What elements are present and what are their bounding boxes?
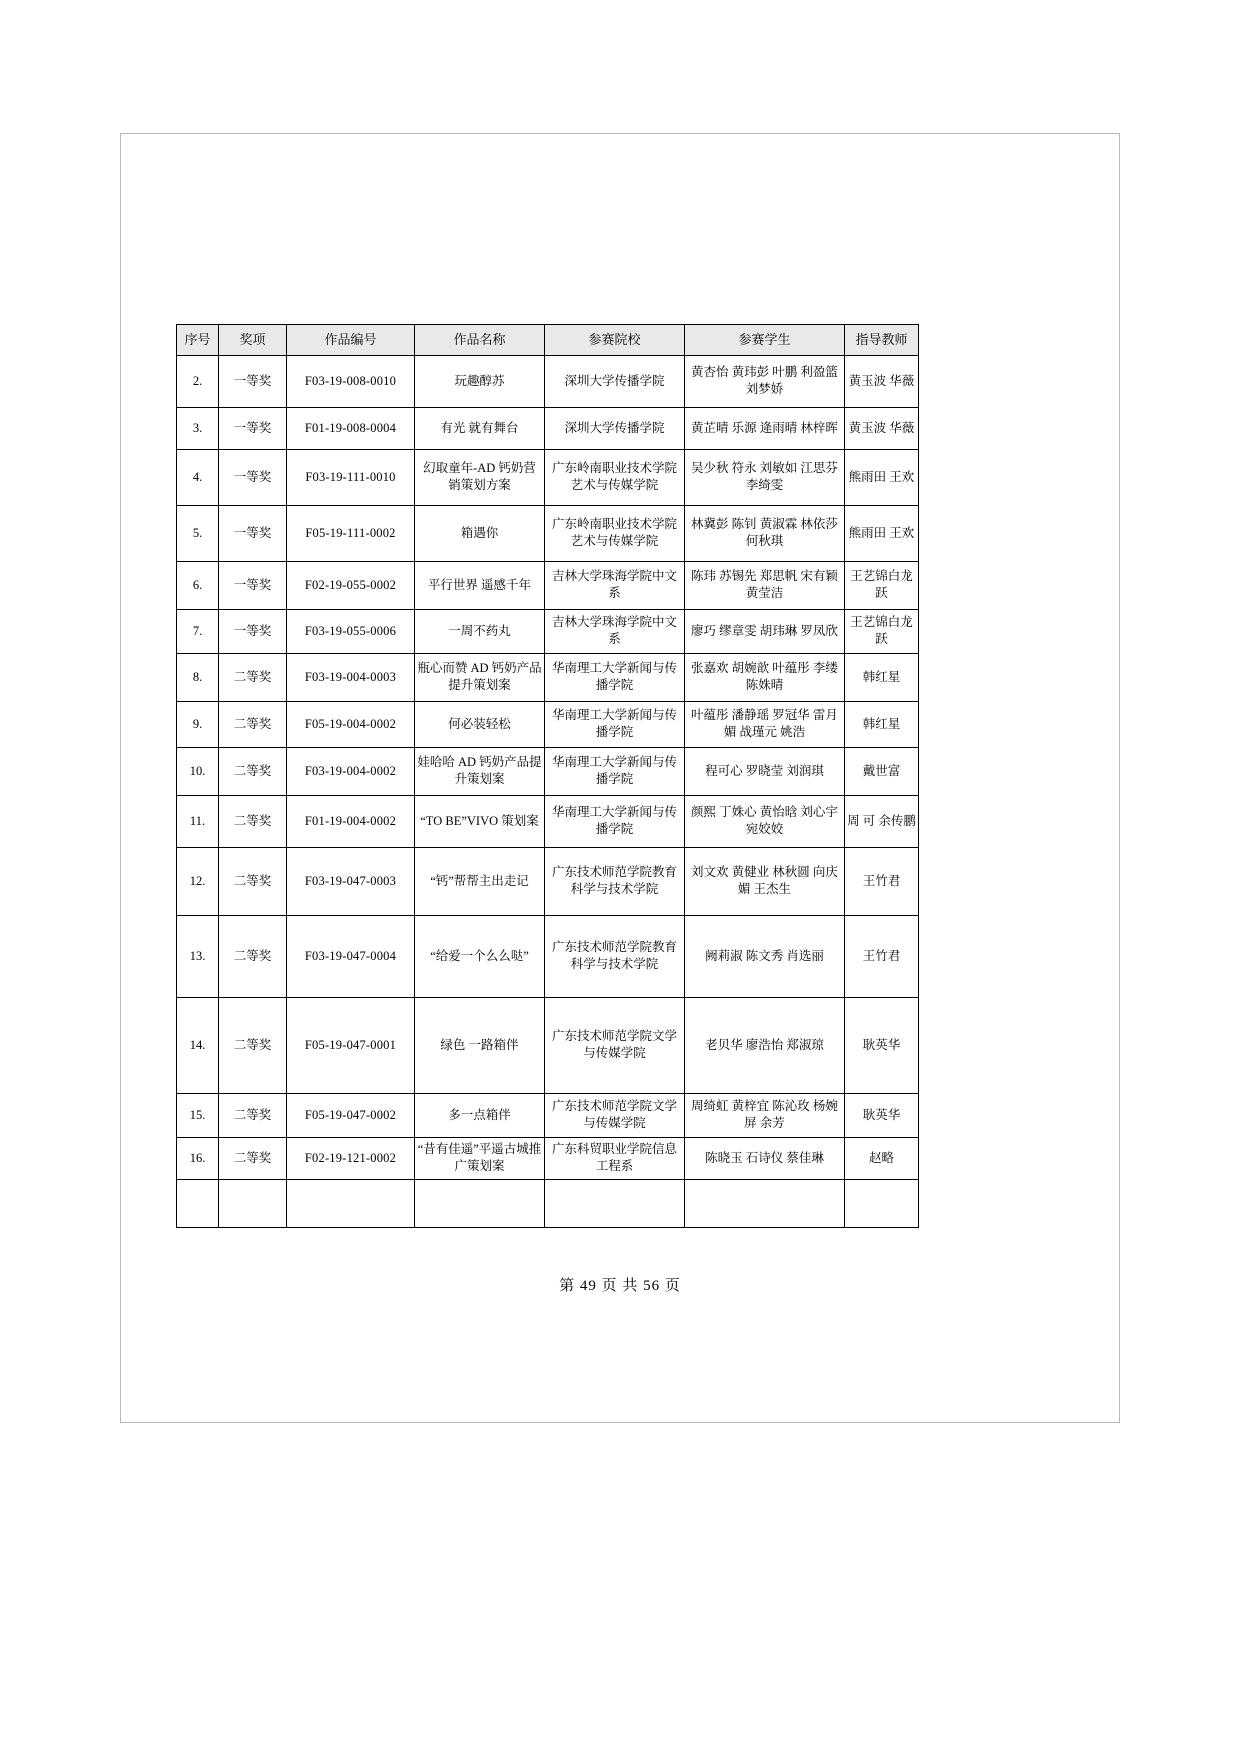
cell-teacher: 黄玉波 华薇: [845, 355, 919, 407]
cell-school: 广东岭南职业技术学院艺术与传媒学院: [545, 505, 685, 561]
cell-code: F03-19-004-0002: [287, 747, 415, 795]
column-header-school: 参赛院校: [545, 325, 685, 356]
cell-teacher: 熊雨田 王欢: [845, 449, 919, 505]
cell-school: 广东技术师范学院教育科学与技术学院: [545, 847, 685, 915]
cell-award: 二等奖: [219, 915, 287, 997]
cell-index: 7.: [177, 609, 219, 653]
cell-teacher: 黄玉波 华薇: [845, 407, 919, 449]
column-header-title: 作品名称: [415, 325, 545, 356]
cell-award: 二等奖: [219, 653, 287, 701]
cell-students: 陈晓玉 石诗仪 蔡佳琳: [685, 1137, 845, 1179]
cell-title: 箱遇你: [415, 505, 545, 561]
page-footer: 第 49 页 共 56 页: [559, 1278, 681, 1294]
cell-students: 陈玮 苏锡先 郑思帆 宋有颖 黄莹洁: [685, 561, 845, 609]
column-header-index: 序号: [177, 325, 219, 356]
cell-students: 林冀彭 陈钊 黄淑霖 林依莎 何秋琪: [685, 505, 845, 561]
cell-teacher: 王艺锦白龙跃: [845, 609, 919, 653]
cell-school: 广东岭南职业技术学院艺术与传媒学院: [545, 449, 685, 505]
column-header-award: 奖项: [219, 325, 287, 356]
cell-students: 阙莉淑 陈文秀 肖选丽: [685, 915, 845, 997]
cell-award: 二等奖: [219, 847, 287, 915]
cell-title: “给爱一个么么哒”: [415, 915, 545, 997]
cell-teacher: 韩红星: [845, 701, 919, 747]
cell-title: “钙”帮帮主出走记: [415, 847, 545, 915]
cell-students: [685, 1179, 845, 1227]
cell-students: 吴少秋 符永 刘敏如 江思芬 李绮雯: [685, 449, 845, 505]
cell-code: F03-19-004-0003: [287, 653, 415, 701]
cell-teacher: 赵略: [845, 1137, 919, 1179]
table-row: [177, 449, 919, 505]
cell-title: 有光 就有舞台: [415, 407, 545, 449]
table-row: [177, 701, 919, 747]
cell-title: “TO BE”VIVO 策划案: [415, 795, 545, 847]
cell-code: F02-19-055-0002: [287, 561, 415, 609]
cell-award: 一等奖: [219, 407, 287, 449]
table-row: [177, 1093, 919, 1137]
cell-index: 13.: [177, 915, 219, 997]
cell-title: 玩趣醇苏: [415, 355, 545, 407]
award-table-container: [176, 324, 918, 1228]
table-row: [177, 1179, 919, 1227]
cell-students: 老贝华 廖浩怡 郑淑琼: [685, 997, 845, 1093]
award-table: [176, 324, 919, 1228]
cell-students: 廖巧 缪章雯 胡玮琳 罗凤欣: [685, 609, 845, 653]
cell-school: 华南理工大学新闻与传播学院: [545, 701, 685, 747]
cell-school: 吉林大学珠海学院中文系: [545, 561, 685, 609]
column-header-teacher: 指导教师: [845, 325, 919, 356]
table-row: [177, 653, 919, 701]
cell-code: F05-19-047-0002: [287, 1093, 415, 1137]
cell-award: 一等奖: [219, 561, 287, 609]
cell-index: 11.: [177, 795, 219, 847]
cell-code: F03-19-111-0010: [287, 449, 415, 505]
cell-code: F02-19-121-0002: [287, 1137, 415, 1179]
cell-title: 何必装轻松: [415, 701, 545, 747]
cell-teacher: 周 可 余传鹏: [845, 795, 919, 847]
cell-index: 16.: [177, 1137, 219, 1179]
cell-index: 12.: [177, 847, 219, 915]
table-row: [177, 847, 919, 915]
cell-index: [177, 1179, 219, 1227]
cell-code: F03-19-008-0010: [287, 355, 415, 407]
cell-index: 6.: [177, 561, 219, 609]
cell-index: 2.: [177, 355, 219, 407]
cell-school: 华南理工大学新闻与传播学院: [545, 795, 685, 847]
cell-award: 二等奖: [219, 1093, 287, 1137]
table-row: [177, 1137, 919, 1179]
cell-school: [545, 1179, 685, 1227]
cell-students: 黄杏怡 黄玮彭 叶鹏 利盈篮 刘梦娇: [685, 355, 845, 407]
cell-code: F03-19-055-0006: [287, 609, 415, 653]
cell-teacher: 耿英华: [845, 997, 919, 1093]
cell-school: 华南理工大学新闻与传播学院: [545, 653, 685, 701]
cell-students: 刘文欢 黄健业 林秋圆 向庆媚 王杰生: [685, 847, 845, 915]
cell-students: 程可心 罗晓莹 刘润琪: [685, 747, 845, 795]
cell-title: 一周不药丸: [415, 609, 545, 653]
cell-teacher: [845, 1179, 919, 1227]
cell-teacher: 王竹君: [845, 915, 919, 997]
table-row: [177, 355, 919, 407]
cell-code: [287, 1179, 415, 1227]
cell-index: 10.: [177, 747, 219, 795]
table-row: [177, 795, 919, 847]
cell-code: F05-19-111-0002: [287, 505, 415, 561]
cell-title: [415, 1179, 545, 1227]
cell-students: 张嘉欢 胡婉歆 叶蕴彤 李缕 陈姝晴: [685, 653, 845, 701]
cell-school: 广东技术师范学院文学与传媒学院: [545, 1093, 685, 1137]
cell-school: 广东技术师范学院文学与传媒学院: [545, 997, 685, 1093]
cell-index: 4.: [177, 449, 219, 505]
cell-title: 平行世界 遥感千年: [415, 561, 545, 609]
cell-index: 9.: [177, 701, 219, 747]
table-body: [177, 355, 919, 1227]
document-page: [120, 133, 1120, 1423]
cell-students: 周绮虹 黄梓宜 陈沁玫 杨婉屏 余芳: [685, 1093, 845, 1137]
table-row: [177, 997, 919, 1093]
column-header-code: 作品编号: [287, 325, 415, 356]
cell-award: 二等奖: [219, 997, 287, 1093]
cell-index: 3.: [177, 407, 219, 449]
cell-title: “昔有佳遥”平遥古城推广策划案: [415, 1137, 545, 1179]
cell-code: F03-19-047-0003: [287, 847, 415, 915]
cell-school: 广东技术师范学院教育科学与技术学院: [545, 915, 685, 997]
cell-title: 幻取童年-AD 钙奶营销策划方案: [415, 449, 545, 505]
cell-award: 一等奖: [219, 355, 287, 407]
cell-students: 颜熙 丁姝心 黄怡晗 刘心宇 宛姣姣: [685, 795, 845, 847]
cell-teacher: 王艺锦白龙跃: [845, 561, 919, 609]
cell-award: 二等奖: [219, 747, 287, 795]
column-header-students: 参赛学生: [685, 325, 845, 356]
cell-students: 黄芷晴 乐源 逄雨晴 林梓晖: [685, 407, 845, 449]
cell-award: [219, 1179, 287, 1227]
table-row: [177, 747, 919, 795]
table-row: [177, 609, 919, 653]
cell-code: F05-19-004-0002: [287, 701, 415, 747]
cell-award: 二等奖: [219, 795, 287, 847]
cell-award: 二等奖: [219, 1137, 287, 1179]
cell-students: 叶蕴彤 潘静瑶 罗冠华 雷月媚 战瑾元 姚浩: [685, 701, 845, 747]
table-row: [177, 505, 919, 561]
cell-teacher: 熊雨田 王欢: [845, 505, 919, 561]
table-row: [177, 407, 919, 449]
cell-award: 二等奖: [219, 701, 287, 747]
cell-teacher: 耿英华: [845, 1093, 919, 1137]
cell-index: 15.: [177, 1093, 219, 1137]
table-row: [177, 915, 919, 997]
cell-school: 广东科贸职业学院信息工程系: [545, 1137, 685, 1179]
cell-school: 深圳大学传播学院: [545, 407, 685, 449]
cell-school: 华南理工大学新闻与传播学院: [545, 747, 685, 795]
cell-school: 深圳大学传播学院: [545, 355, 685, 407]
cell-school: 吉林大学珠海学院中文系: [545, 609, 685, 653]
table-row: [177, 561, 919, 609]
cell-index: 14.: [177, 997, 219, 1093]
cell-index: 5.: [177, 505, 219, 561]
cell-award: 一等奖: [219, 449, 287, 505]
cell-code: F01-19-004-0002: [287, 795, 415, 847]
cell-index: 8.: [177, 653, 219, 701]
cell-teacher: 王竹君: [845, 847, 919, 915]
cell-title: 绿色 一路箱伴: [415, 997, 545, 1093]
cell-award: 一等奖: [219, 505, 287, 561]
cell-code: F01-19-008-0004: [287, 407, 415, 449]
cell-award: 一等奖: [219, 609, 287, 653]
cell-title: 娃哈哈 AD 钙奶产品提升策划案: [415, 747, 545, 795]
table-header-row: [177, 325, 919, 356]
cell-title: 瓶心而赞 AD 钙奶产品提升策划案: [415, 653, 545, 701]
cell-teacher: 韩红星: [845, 653, 919, 701]
cell-code: F05-19-047-0001: [287, 997, 415, 1093]
table-header: [177, 325, 919, 356]
cell-title: 多一点箱伴: [415, 1093, 545, 1137]
cell-teacher: 戴世富: [845, 747, 919, 795]
cell-code: F03-19-047-0004: [287, 915, 415, 997]
